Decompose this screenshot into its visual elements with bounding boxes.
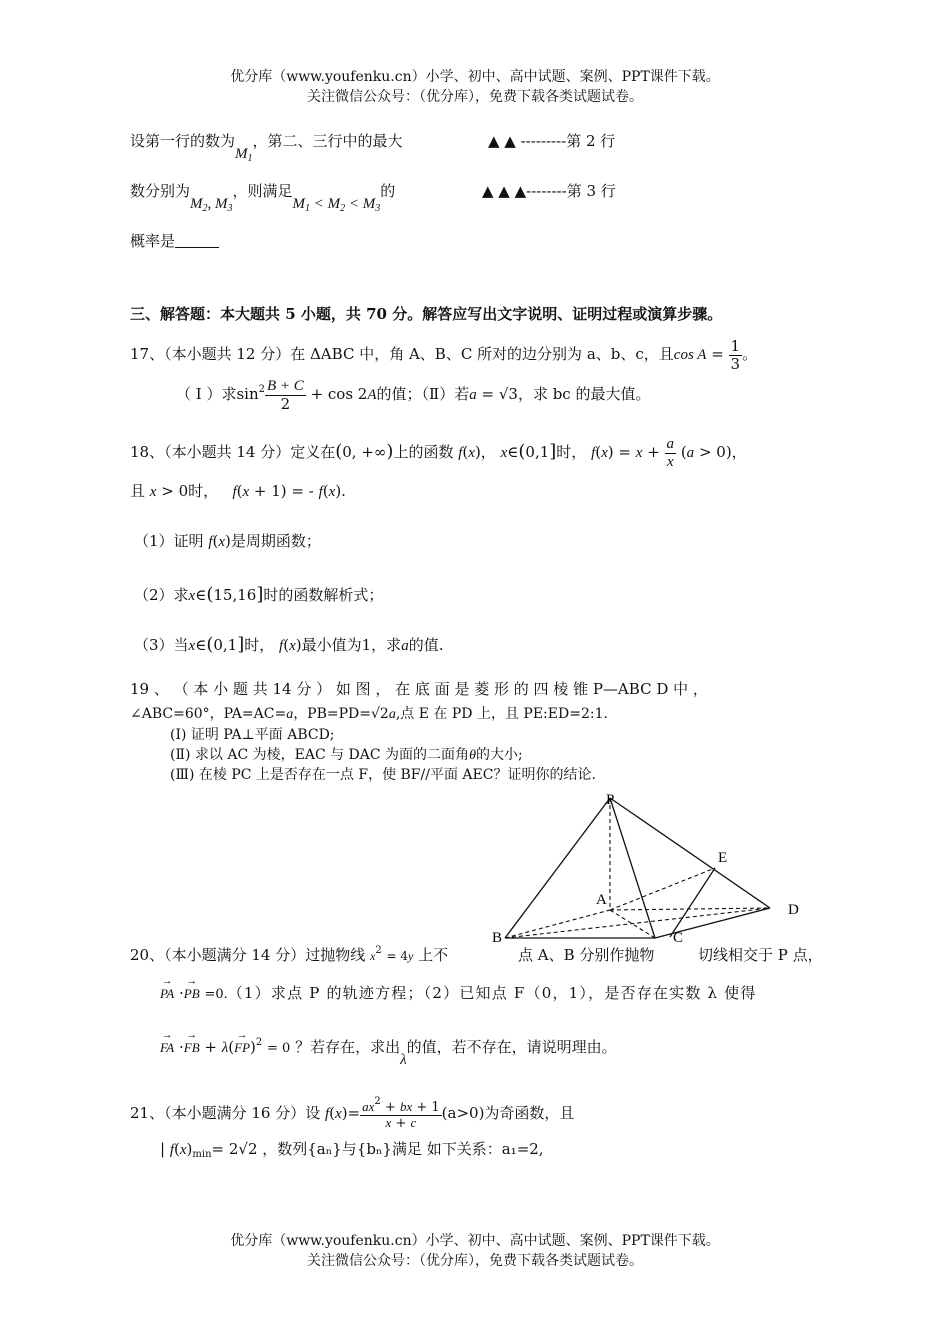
- q19-part-2: (Ⅱ) 求以 AC 为棱，EAC 与 DAC 为面的二面角θ的大小;: [170, 747, 523, 763]
- label-p: P: [606, 792, 615, 808]
- triangle-row-3: ▲ ▲ ▲--------第 3 行: [482, 182, 616, 200]
- label-d: D: [788, 902, 799, 918]
- q16-line-3: 概率是: [130, 230, 219, 251]
- edge-pd: [610, 798, 770, 908]
- header-line-1: 优分库（www.youfenku.cn）小学、初中、高中试题、案例、PPT课件下载。: [230, 69, 720, 85]
- q18-stem: 18、（本小题共 14 分）定义在(0, +∞)上的函数 f(x)， x∈(0,1]时， f(x) = x + $\frac{a}{x}$ (a > 0)，: [130, 436, 747, 470]
- edge-ce: [670, 868, 715, 937]
- q18-part-3: （3）当x∈(0,1]时， f(x)最小值为1，求a的值.: [134, 634, 444, 655]
- pyramid-figure: [480, 790, 820, 960]
- footer-line-1: 优分库（www.youfenku.cn）小学、初中、高中试题、案例、PPT课件下载。: [230, 1233, 720, 1249]
- footer-line-2: 关注微信公众号：（优分库），免费下载各类试题试卷。: [307, 1253, 643, 1269]
- q19-intro: 19 、 （ 本 小 题 共 14 分 ） 如 图 ， 在 底 面 是 菱 形 的 四 棱 锥 P—ABC D 中 ，: [130, 680, 708, 698]
- edge-ad-hidden: [610, 908, 770, 910]
- answer-blank: [175, 233, 219, 248]
- q20-stem-mid: 点 A、B 分别作抛物: [518, 946, 655, 964]
- label-a: A: [596, 892, 607, 908]
- q19-part-1: (Ⅰ) 证明 PA⊥平面 ABCD;: [170, 727, 335, 743]
- q18-part-1: （1）证明 f(x)是周期函数；: [134, 532, 321, 550]
- header-line-2: 关注微信公众号：（优分库），免费下载各类试题试卷。: [307, 89, 643, 105]
- label-e: E: [718, 850, 728, 866]
- q20-line-3: → FA ·→ FB + λ(→ FP)$^2$ = 0 ？若存在，求出λ的值，若不存在，请说明理由。: [160, 1036, 617, 1069]
- edge-ae-hidden: [610, 868, 715, 910]
- q16-line-2: 数分别为$M_2$, $M_3$，则满足$M_1 < M_2 < M_3$的: [130, 182, 396, 214]
- q19-conditions: ∠ABC=60°，PA=AC=a，PB=PD=√2a,点 E 在 PD 上，且 PE:ED=2:1.: [130, 706, 608, 722]
- q17-parts: （ Ⅰ ）求$\sin^2$ $\frac{B + C}{2}$ + cos 2A的值；（Ⅱ）若a = √3，求 bc 的最大值。: [176, 378, 651, 413]
- edge-pc: [610, 798, 655, 938]
- q21-line-2: | $f(x)_{min}= 2√2$ ，数列{aₙ}与{bₙ}满足 如下关系：a₁=2,: [160, 1140, 544, 1160]
- edge-ab-hidden: [505, 910, 610, 938]
- q21-stem: 21、（本小题满分 16 分）设 f(x)= $\frac{ax^2 + bx + 1}{x + c}$ (a>0)为奇函数，且: [130, 1096, 575, 1132]
- q17-stem: 17、（本小题共 12 分）在 ΔABC 中，角 A、B、C 所对的边分别为 a、b、c，且cos A = $\frac{1}{3}$ 。: [130, 337, 758, 373]
- section-3-title: 三、解答题：本大题共 5 小题，共 70 分。解答应写出文字说明、证明过程或演算步骤。: [130, 305, 723, 323]
- triangle-row-2: ▲ ▲ ---------第 2 行: [488, 132, 616, 150]
- q20-stem: 20、（本小题满分 14 分）过抛物线 $x^2 = 4y$ 上不: [130, 945, 449, 964]
- q16-line-1: 设第一行的数为$M_1$，第二、三行中的最大: [130, 132, 403, 164]
- q18-part-2: （2）求x∈(15,16]时的函数解析式；: [134, 584, 384, 605]
- q18-cond: 且 x > 0时， f(x + 1) = - f(x).: [130, 482, 346, 500]
- q20-line-2: → PA ·→ PB =0.（1）求点 P 的轨迹方程；（2）已知点 F（0，1），是否存在实数 λ 使得: [160, 982, 757, 1003]
- q19-part-3: (Ⅲ) 在棱 PC 上是否存在一点 F，使 BF//平面 AEC？证明你的结论.: [170, 767, 596, 783]
- diag-bd-hidden: [505, 908, 770, 938]
- edge-pb: [505, 798, 610, 938]
- label-c: C: [673, 930, 684, 946]
- label-b: B: [492, 930, 503, 946]
- q20-stem-end: 切线相交于 P 点，: [698, 946, 823, 964]
